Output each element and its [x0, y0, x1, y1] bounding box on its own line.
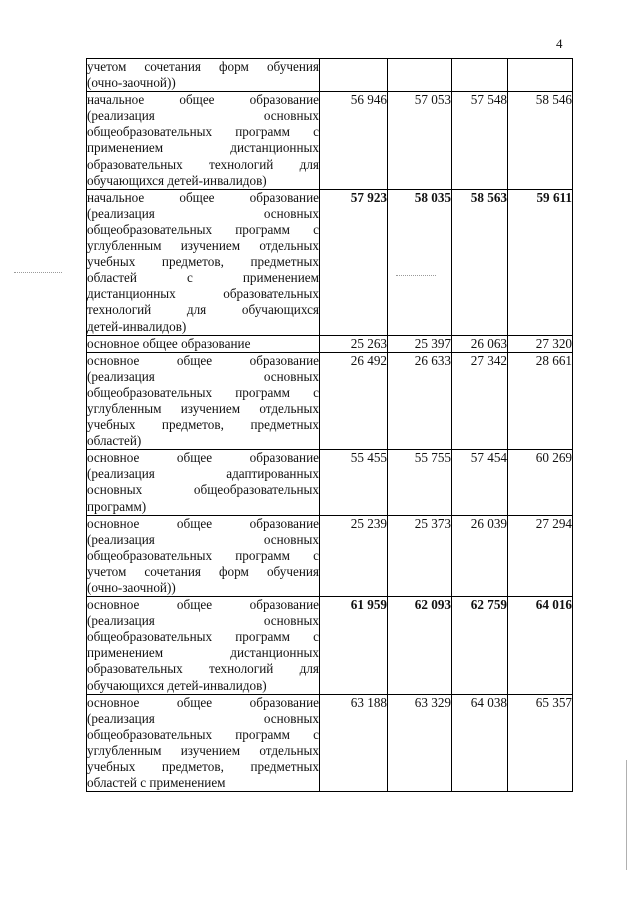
description-line: учетом сочетания форм обучения [87, 59, 319, 74]
value-cell: 62 093 [388, 597, 452, 695]
description-line: дистанционных образовательных [87, 286, 319, 302]
value-cell: 62 759 [452, 597, 508, 695]
value-cell: 64 038 [452, 694, 508, 792]
row-description [87, 515, 320, 596]
description-line: (реализация адаптированных [87, 466, 319, 482]
description-line: общеобразовательных программ с [87, 384, 319, 400]
value-cell: 26 633 [388, 352, 452, 450]
table-body [87, 59, 573, 792]
value-cell: 25 239 [320, 515, 388, 596]
table-row [87, 515, 573, 596]
description-line: областей) [87, 433, 142, 449]
value-cell: 55 455 [320, 450, 388, 515]
value-cell: 25 373 [388, 515, 452, 596]
value-cell: 59 611 [508, 189, 573, 335]
description-line: основное общее образование [87, 352, 319, 368]
row-description [87, 189, 320, 335]
description-line: (реализация основных [87, 205, 319, 221]
description-line: общеобразовательных программ с [87, 726, 319, 742]
description-line: (очно-заочной)) [87, 580, 176, 595]
description-line: областей с применением [87, 270, 319, 286]
description-line: (очно-заочной)) [87, 75, 176, 91]
page-number: 4 [556, 36, 563, 51]
value-cell [452, 59, 508, 92]
table-row [87, 335, 573, 352]
row-description [87, 59, 320, 92]
description-line: обучающихся детей-инвалидов) [87, 677, 267, 693]
description-line: технологий для обучающихся [87, 302, 319, 318]
description-line: образовательных технологий для [87, 156, 319, 172]
value-cell: 61 959 [320, 597, 388, 695]
table-row [87, 450, 573, 515]
description-line: основных общеобразовательных [87, 482, 319, 498]
row-description [87, 352, 320, 450]
description-line: (реализация основных [87, 368, 319, 384]
value-cell: 26 492 [320, 352, 388, 450]
description-line: углубленным изучением отдельных [87, 238, 319, 254]
description-line: основное общее образование [87, 335, 251, 351]
table-row [87, 92, 573, 190]
value-cell: 57 454 [452, 450, 508, 515]
description-line: (реализация основных [87, 531, 319, 547]
description-line: общеобразовательных программ с [87, 547, 319, 563]
value-cell: 64 016 [508, 597, 573, 695]
table-row [87, 694, 573, 792]
description-line: начальное общее образование [87, 189, 319, 205]
description-line: общеобразовательных программ с [87, 221, 319, 237]
table-row [87, 189, 573, 335]
value-cell: 55 755 [388, 450, 452, 515]
description-line: учебных предметов, предметных [87, 759, 319, 775]
value-cell: 25 263 [320, 335, 388, 352]
value-cell [320, 59, 388, 92]
value-cell: 25 397 [388, 335, 452, 352]
value-cell: 58 563 [452, 189, 508, 335]
description-line: применением дистанционных [87, 140, 319, 156]
value-cell: 27 320 [508, 335, 573, 352]
value-cell: 28 661 [508, 352, 573, 450]
description-line: детей-инвалидов) [87, 318, 187, 334]
value-cell: 27 294 [508, 515, 573, 596]
description-line: (реализация основных [87, 108, 319, 124]
row-description [87, 597, 320, 695]
value-cell: 58 546 [508, 92, 573, 190]
description-line: общеобразовательных программ с [87, 124, 319, 140]
description-line: основное общее образование [87, 515, 319, 531]
table-row [87, 352, 573, 450]
description-line: учетом сочетания форм обучения [87, 563, 319, 579]
scan-edge [626, 760, 627, 870]
description-line: обучающихся детей-инвалидов) [87, 172, 267, 188]
description-line: углубленным изучением отдельных [87, 400, 319, 416]
description-line: учебных предметов, предметных [87, 417, 319, 433]
scan-dots [14, 272, 62, 273]
value-cell: 57 053 [388, 92, 452, 190]
tariff-table [86, 58, 573, 792]
description-line: основное общее образование [87, 450, 319, 466]
table-row [87, 597, 573, 695]
value-cell: 26 063 [452, 335, 508, 352]
scan-dots [396, 275, 436, 276]
value-cell: 65 357 [508, 694, 573, 792]
description-line: углубленным изучением отдельных [87, 742, 319, 758]
value-cell: 57 548 [452, 92, 508, 190]
description-line: (реализация основных [87, 710, 319, 726]
description-line: областей с применением [87, 775, 226, 791]
row-description [87, 92, 320, 190]
value-cell: 57 923 [320, 189, 388, 335]
value-cell: 27 342 [452, 352, 508, 450]
value-cell: 56 946 [320, 92, 388, 190]
value-cell [508, 59, 573, 92]
description-line: применением дистанционных [87, 645, 319, 661]
description-line: (реализация основных [87, 613, 319, 629]
row-description [87, 335, 320, 352]
description-line: образовательных технологий для [87, 661, 319, 677]
description-line: общеобразовательных программ с [87, 629, 319, 645]
description-line: учебных предметов, предметных [87, 254, 319, 270]
row-description [87, 450, 320, 515]
row-description [87, 694, 320, 792]
description-line: программ) [87, 498, 147, 514]
description-line: основное общее образование [87, 597, 319, 613]
value-cell: 63 329 [388, 694, 452, 792]
table-row [87, 59, 573, 92]
value-cell [388, 59, 452, 92]
value-cell: 60 269 [508, 450, 573, 515]
description-line: основное общее образование [87, 694, 319, 710]
description-line: начальное общее образование [87, 92, 319, 108]
value-cell: 63 188 [320, 694, 388, 792]
value-cell: 58 035 [388, 189, 452, 335]
value-cell: 26 039 [452, 515, 508, 596]
